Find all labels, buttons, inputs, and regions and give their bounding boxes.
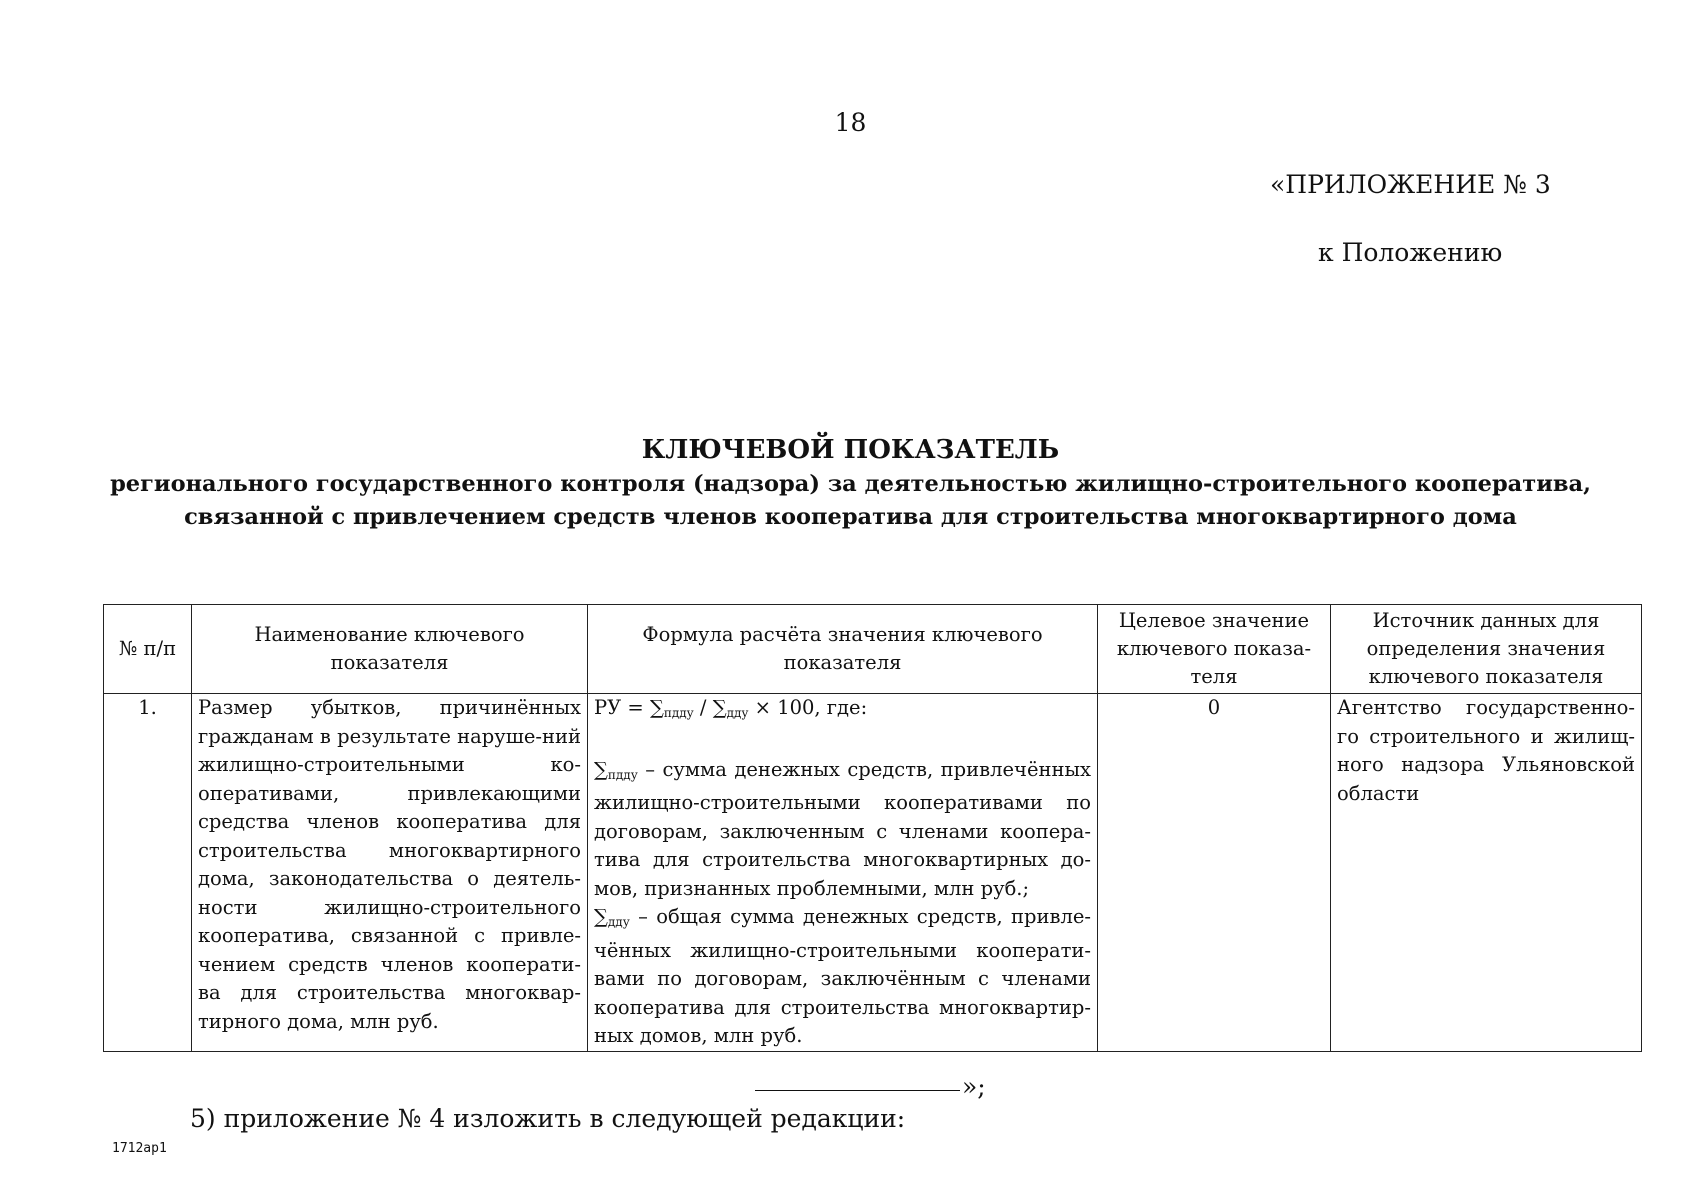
table-row	[104, 694, 1642, 1052]
title-block	[0, 432, 1701, 534]
table-header-row	[104, 605, 1642, 694]
closing-mark: »;	[755, 1072, 986, 1101]
row-data-source: Агентство государственно-го строительного и жилищ-ного надзора Ульяновской области	[1331, 694, 1642, 1052]
item-5-text: 5) приложение № 4 изложить в следующей редакции:	[190, 1104, 906, 1133]
header-number: № п/п	[104, 605, 192, 694]
header-name: Наименование ключевого показателя	[192, 605, 588, 694]
row-number: 1.	[104, 694, 192, 1052]
header-formula: Формула расчёта значения ключевого показателя	[588, 605, 1098, 694]
document-code: 1712ap1	[112, 1141, 167, 1156]
formula-definition-2: ∑дду – общая сумма денежных средств, привле-чённых жилищно-строительными кооперати-вами по договорам, заключённым с членами кооператива для строительства многоквартир-ных домов, млн руб.	[594, 905, 1091, 1047]
row-target-value: 0	[1098, 694, 1331, 1052]
header-target: Целевое значение ключевого показа-теля	[1098, 605, 1331, 694]
row-indicator-name: Размер убытков, причинённых гражданам в результате наруше-ний жилищно-строительными ко-оперативами, привлекающими средства членов кооператива для строительства многоквартирного дома, законодательства о деятель-ности жилищно-строительного кооператива, связанной с привле-чением средств членов кооперати-ва для строительства многоквар-тирного дома, млн руб.	[192, 694, 588, 1052]
appendix-heading: «ПРИЛОЖЕНИЕ № 3	[1270, 170, 1551, 199]
formula-definition-1: ∑пдду – сумма денежных средств, привлечённых жилищно-строительными кооперативами по договорам, заключенным с членами коопера-тива для строительства многоквартирных до-мов, признанных проблемными, млн руб.;	[594, 757, 1091, 900]
appendix-subheading: к Положению	[1318, 238, 1503, 267]
title-line-1: регионального государственного контроля (надзора) за деятельностью жилищно-строительного кооператива,	[110, 471, 1591, 497]
closing-underline	[755, 1090, 960, 1091]
kpi-table	[103, 604, 1642, 1052]
document-title: КЛЮЧЕВОЙ ПОКАЗАТЕЛЬ	[641, 435, 1060, 465]
header-source: Источник данных для определения значения ключевого показателя	[1331, 605, 1642, 694]
row-formula	[588, 694, 1098, 1052]
formula-expression: РУ = ∑пдду / ∑дду × 100, где:	[594, 696, 868, 720]
page-number: 18	[834, 108, 867, 137]
title-line-2: связанной с привлечением средств членов кооператива для строительства многоквартирного дома	[184, 504, 1517, 530]
